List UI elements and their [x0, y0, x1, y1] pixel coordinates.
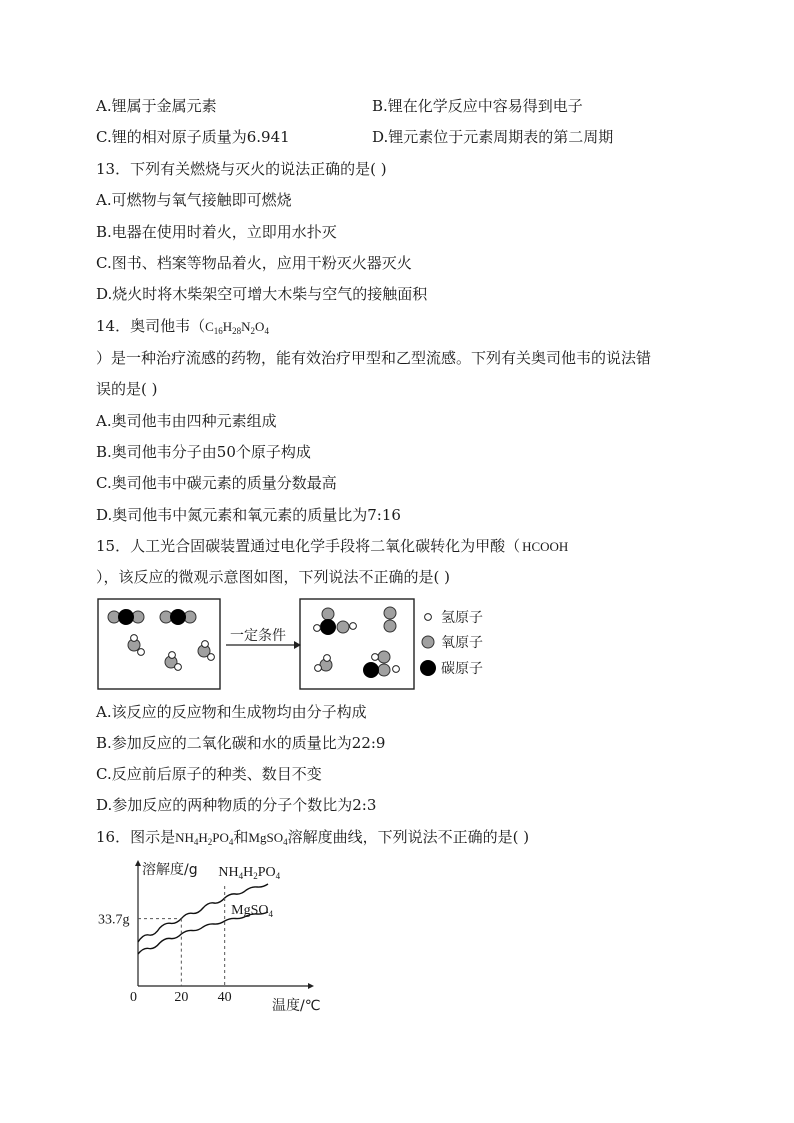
legend	[420, 610, 483, 677]
q14-option-d: D.奥司他韦中氮元素和氧元素的质量比为7:16	[96, 506, 401, 524]
q13-option-b: B.电器在使用时着火，立即用水扑灭	[96, 223, 337, 241]
q12-option-c: C.锂的相对原子质量为6.941	[96, 128, 290, 146]
h2o-molecule	[315, 655, 332, 672]
series-label-nh4h2po4: $NH_4H_2PO_4$	[218, 865, 281, 881]
co2-molecule	[108, 609, 144, 625]
q14-stem-line2: ）是一种治疗流感的药物，能有效治疗甲型和乙型流感。下列有关奥司他韦的说法错	[96, 349, 652, 367]
q16-stem: 16．图示是$NH_4H_2PO_4$和MgSO$_4$溶解度曲线，下列说法不正确的是( )	[96, 828, 530, 847]
h2o-molecule	[128, 635, 144, 656]
q14-option-c: C.奥司他韦中碳元素的质量分数最高	[96, 474, 337, 492]
q15-formula: HCOOH	[522, 539, 569, 554]
q14-stem-line1	[96, 316, 269, 341]
q15-stem-line1: 15．人工光合固碳装置通过电化学手段将二氧化碳转化为甲酸（ HCOOH	[96, 537, 569, 555]
y-tick-label: 33.7g	[98, 912, 130, 928]
q16-formula-nh4h2po4: $NH_4H_2PO_4$	[175, 830, 234, 847]
solubility-chart	[96, 858, 356, 1013]
q12-option-d: D.锂元素位于元素周期表的第二周期	[372, 128, 614, 146]
h2o-molecule	[198, 641, 214, 661]
q13-option-d: D.烧火时将木柴架空可增大木柴与空气的接触面积	[96, 285, 428, 303]
h2o-molecule	[165, 652, 181, 671]
x-tick-label: 40	[217, 990, 232, 1005]
origin-label: 0	[130, 990, 137, 1005]
q12-option-a: A.锂属于金属元素	[96, 97, 217, 115]
co2-molecule	[160, 609, 196, 625]
q16-formula-mgso4: MgSO$_4$	[248, 830, 288, 847]
legend-oxygen-swatch	[422, 636, 434, 648]
products-box	[300, 599, 414, 689]
q14-stem-prefix: 14．奥司他韦（	[96, 317, 206, 335]
condition-label: 一定条件	[230, 628, 286, 644]
q13-stem: 13．下列有关燃烧与灭火的说法正确的是( )	[96, 160, 387, 178]
o2-molecule	[384, 607, 396, 632]
q14-formula: $C_{16}H_{28}N_2O_4$	[205, 319, 269, 336]
reaction-micro-diagram	[96, 596, 496, 692]
hcooh-molecule	[314, 608, 357, 635]
legend-hydrogen-label: 氢原子	[441, 610, 483, 626]
q15-option-d: D.参加反应的两种物质的分子个数比为2:3	[96, 796, 377, 814]
q15-option-c: C.反应前后原子的种类、数目不变	[96, 765, 322, 783]
legend-carbon-label: 碳原子	[441, 661, 483, 677]
hcooh-molecule	[363, 651, 399, 678]
legend-oxygen-label: 氧原子	[441, 635, 483, 651]
y-axis-label: 溶解度/g	[142, 862, 198, 878]
q15-option-b: B.参加反应的二氧化碳和水的质量比为22:9	[96, 734, 386, 752]
q14-stem-line3: 误的是( )	[96, 380, 158, 398]
legend-hydrogen-swatch	[425, 614, 432, 621]
x-tick-label: 20	[174, 990, 189, 1005]
q13-option-c: C.图书、档案等物品着火，应用干粉灭火器灭火	[96, 254, 412, 272]
q14-option-b: B.奥司他韦分子由50个原子构成	[96, 443, 311, 461]
x-axis-label: 温度/℃	[272, 998, 321, 1013]
q13-option-a: A.可燃物与氧气接触即可燃烧	[96, 191, 292, 209]
y-axis-arrow	[135, 860, 141, 866]
q14-option-a: A.奥司他韦由四种元素组成	[96, 412, 277, 430]
x-axis-arrow	[308, 983, 314, 989]
q15-option-a: A.该反应的反应物和生成物均由分子构成	[96, 703, 367, 721]
q15-stem-line2: ），该反应的微观示意图如图，下列说法不正确的是( )	[96, 568, 450, 586]
q12-option-b: B.锂在化学反应中容易得到电子	[372, 97, 583, 115]
legend-carbon-swatch	[420, 660, 436, 676]
series-label-mgso4: MgSO$_4$	[231, 903, 274, 919]
